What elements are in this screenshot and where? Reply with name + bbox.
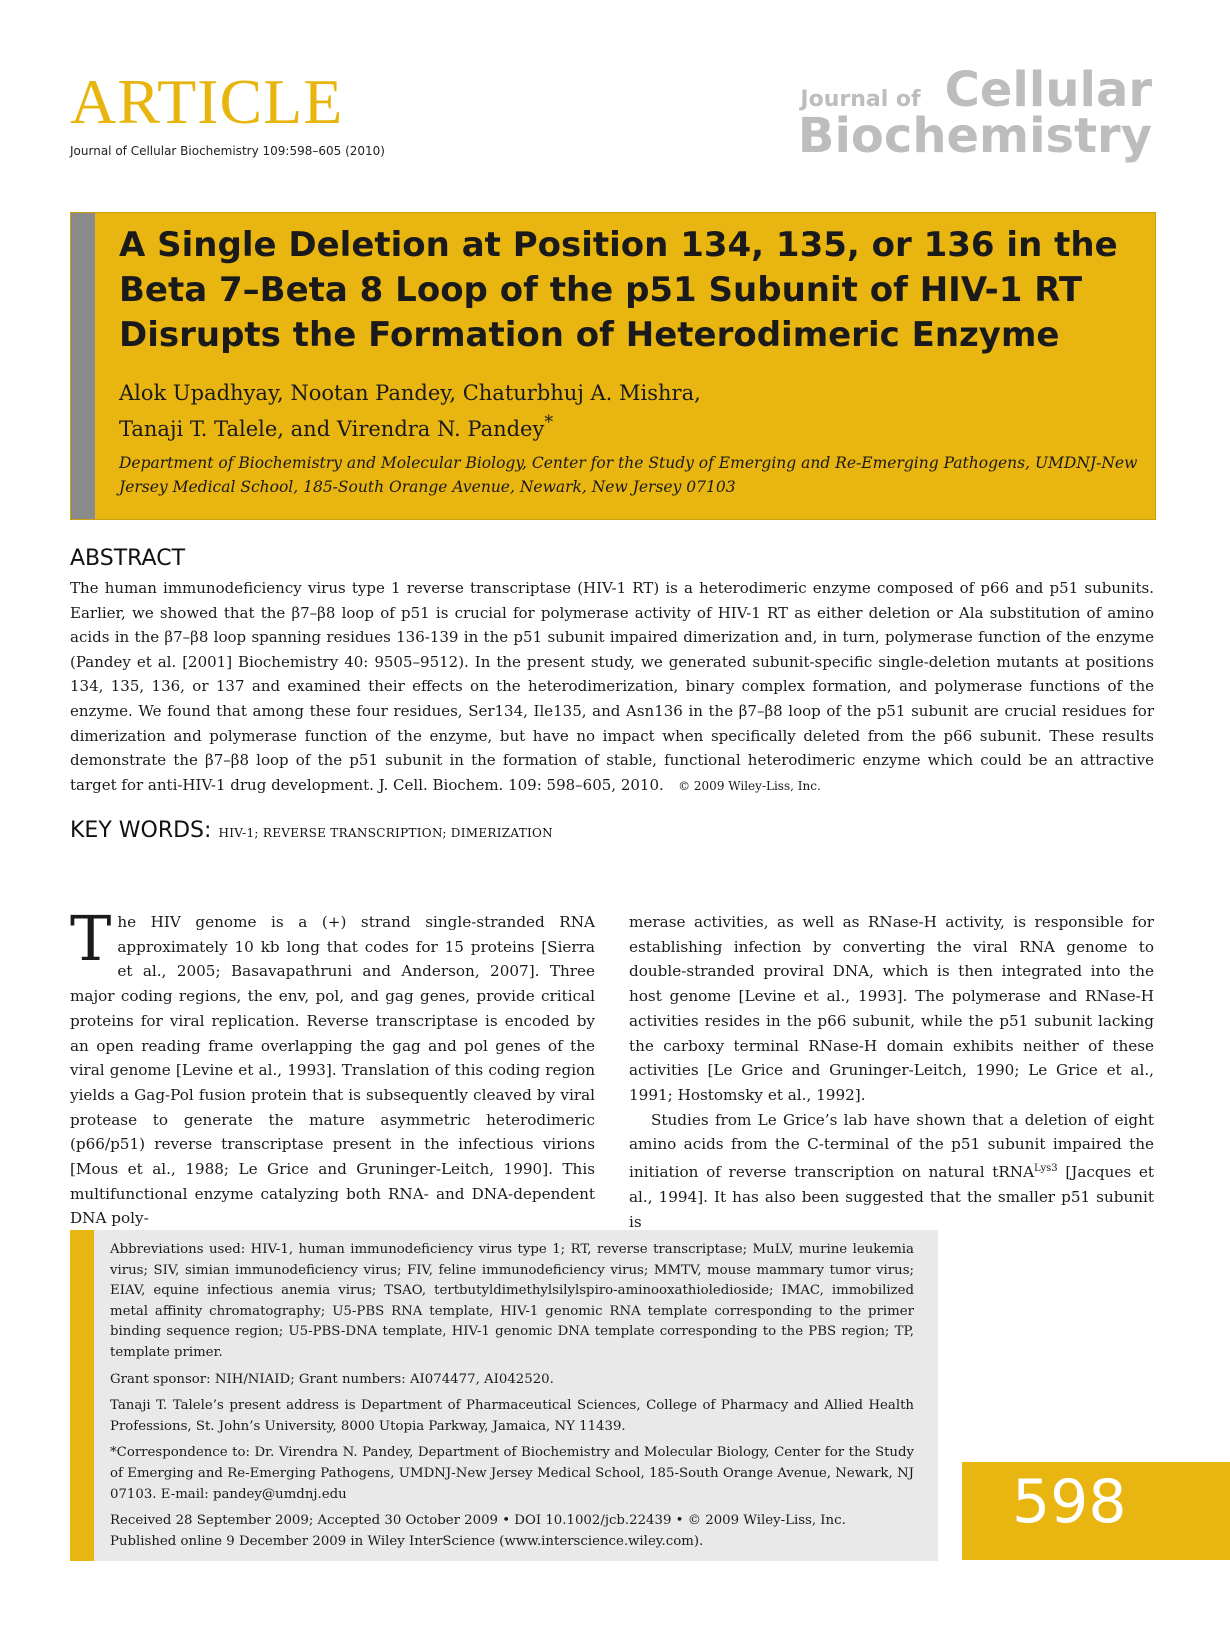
- abstract-text: [70, 576, 1154, 798]
- page-number-box: [962, 1462, 1230, 1560]
- intro-paragraph-2: [629, 1108, 1154, 1235]
- affiliation: Department of Biochemistry and Molecular Biology, Center for the Study of Emerging and Re-Emerging Pathogens, UMDNJ-New Jersey Medical School, 185-South Orange Avenue, Newark, New Jersey 07103: [119, 454, 1138, 496]
- abstract-copyright: © 2009 Wiley-Liss, Inc.: [678, 778, 821, 793]
- authors-line-2: [119, 408, 1119, 444]
- title-side-bar: [71, 213, 95, 519]
- footnote-box: [70, 1230, 938, 1561]
- intro-paragraph-1: [70, 902, 595, 1231]
- keywords: [70, 818, 553, 843]
- drop-cap: T: [70, 902, 112, 975]
- article-title: A Single Deletion at Position 134, 135, or 136 in the Beta 7–Beta 8 Loop of the p51 Subunit of HIV-1 RT Disrupts the Formation of Heterodimeric Enzyme: [119, 225, 1118, 355]
- keywords-values: HIV-1; REVERSE TRANSCRIPTION; DIMERIZATION: [218, 826, 553, 840]
- authors-line-2-text: Tanaji T. Talele, and Virendra N. Pandey: [119, 417, 545, 441]
- journal-logo: [797, 62, 1152, 164]
- intro-paragraph-1-continued: merase activities, as well as RNase-H activity, is responsible for establishing infection by converting the viral RNA genome to double-stranded proviral DNA, which is then integrated into the host genome [Levine et al., 1993]. The polymerase and RNase-H activities resides in the p66 subunit, while the p51 subunit lacking the carboxy terminal RNase-H domain exhibits neither of these activities [Le Grice and Gruninger-Leitch, 1990; Le Grice et al., 1991; Hostomsky et al., 1992].: [629, 913, 1154, 1104]
- footnote-published: Published online 9 December 2009 in Wiley InterScience (www.interscience.wiley.com).: [110, 1533, 704, 1549]
- journal-logo-line1: Cellular: [944, 62, 1152, 118]
- footnote-address: Tanaji T. Talele’s present address is Department of Pharmaceutical Sciences, College of Pharmacy and Allied Health Professions, St. John’s University, 8000 Utopia Parkway, Jamaica, NY 11439.: [110, 1398, 914, 1434]
- intro-paragraph-1-text: he HIV genome is a (+) strand single-stranded RNA approximately 10 kb long that codes for 15 proteins [Sierra et al., 2005; Basavapathruni and Anderson, 2007]. Three major coding regions, the env, pol, and gag genes, provide critical proteins for viral replication. Reverse transcriptase is encoded by an open reading frame overlapping the gag and pol genes of the viral genome [Levine et al., 1993]. Translation of this coding region yields a Gag-Pol fusion protein that is subsequently cleaved by viral protease to generate the mature asymmetric heterodimeric (p66/p51) reverse transcriptase present in the infectious virions [Mous et al., 1988; Le Grice and Gruninger-Leitch, 1990]. This multifunctional enzyme catalyzing both RNA- and DNA-dependent DNA poly-: [70, 913, 595, 1228]
- body-column-left: [70, 902, 595, 1231]
- body-column-right: [629, 910, 1154, 1234]
- journal-logo-line2: Biochemistry: [797, 107, 1152, 164]
- footnote-abbreviations: Abbreviations used: HIV-1, human immunodeficiency virus type 1; RT, reverse transcriptase; MuLV, murine leukemia virus; SIV, simian immunodeficiency virus; FIV, feline immunodeficiency virus; MMTV, mouse mammary tumor virus; EIAV, equine infectious anemia virus; TSAO, tertbutyldimethylsilylspiro-aminooxathioledioside; IMAC, immobilized metal affinity chromatography; U5-PBS RNA template, HIV-1 genomic RNA template corresponding to the primer binding sequence region; U5-PBS-DNA template, HIV-1 genomic DNA template corresponding to the PBS region; TP, template primer.: [110, 1242, 914, 1360]
- title-block: [70, 212, 1156, 520]
- footnote-grant: Grant sponsor: NIH/NIAID; Grant numbers: AI074477, AI042520.: [110, 1371, 554, 1387]
- article-label: ARTICLE: [70, 66, 344, 137]
- authors-line-1: Alok Upadhyay, Nootan Pandey, Chaturbhuj A. Mishra,: [119, 381, 701, 405]
- corresponding-author-mark: *: [544, 413, 554, 433]
- footnote-correspondence: *Correspondence to: Dr. Virendra N. Pandey, Department of Biochemistry and Molecular Biology, Center for the Study of Emerging and Re-Emerging Pathogens, UMDNJ-New Jersey Medical School, 185-South Orange Avenue, Newark, NJ 07103. E-mail: pandey@umdnj.edu: [110, 1445, 914, 1502]
- authors: [119, 378, 1119, 444]
- intro-paragraph-2-text-b: [Jacques et al., 1994]. It has also been suggested that the smaller p51 subunit is: [629, 1163, 1155, 1231]
- keywords-heading: KEY WORDS:: [70, 818, 212, 843]
- intro-paragraph-2-text-a: Studies from Le Grice’s lab have shown that a deletion of eight amino acids from the C-terminal of the p51 subunit impaired the initiation of reverse transcription on natural tRNA: [629, 1110, 1154, 1182]
- footnote-side-bar: [70, 1230, 94, 1561]
- abstract-heading: ABSTRACT: [70, 546, 186, 571]
- journal-logo-small: Journal of: [800, 87, 921, 112]
- trna-superscript: Lys3: [1034, 1163, 1058, 1175]
- footnote-received: Received 28 September 2009; Accepted 30 October 2009 • DOI 10.1002/jcb.22439 • © 2009 Wiley-Liss, Inc.: [110, 1513, 846, 1529]
- journal-reference: Journal of Cellular Biochemistry 109:598–605 (2010): [70, 144, 385, 158]
- abstract-paragraph: The human immunodeficiency virus type 1 reverse transcriptase (HIV-1 RT) is a heterodimeric enzyme composed of p66 and p51 subunits. Earlier, we showed that the β7–β8 loop of p51 is crucial for polymerase activity of HIV-1 RT as either deletion or Ala substitution of amino acids in the β7–β8 loop spanning residues 136-139 in the p51 subunit impaired dimerization and, in turn, polymerase function of the enzyme (Pandey et al. [2001] Biochemistry 40: 9505–9512). In the present study, we generated subunit-specific single-deletion mutants at positions 134, 135, 136, or 137 and examined their effects on the heterodimerization, binary complex formation, and polymerase functions of the enzyme. We found that among these four residues, Ser134, Ile135, and Asn136 in the β7–β8 loop of the p51 subunit are crucial residues for dimerization and polymerase function of the enzyme, but have no impact when specifically deleted from the p66 subunit. These results demonstrate the β7–β8 loop of the p51 subunit in the formation of stable, functional heterodimeric enzyme which could be an attractive target for anti-HIV-1 drug development. J. Cell. Biochem. 109: 598–605, 2010.: [70, 579, 1154, 794]
- footnote-content: [110, 1240, 914, 1552]
- page-number: 598: [1012, 1467, 1127, 1537]
